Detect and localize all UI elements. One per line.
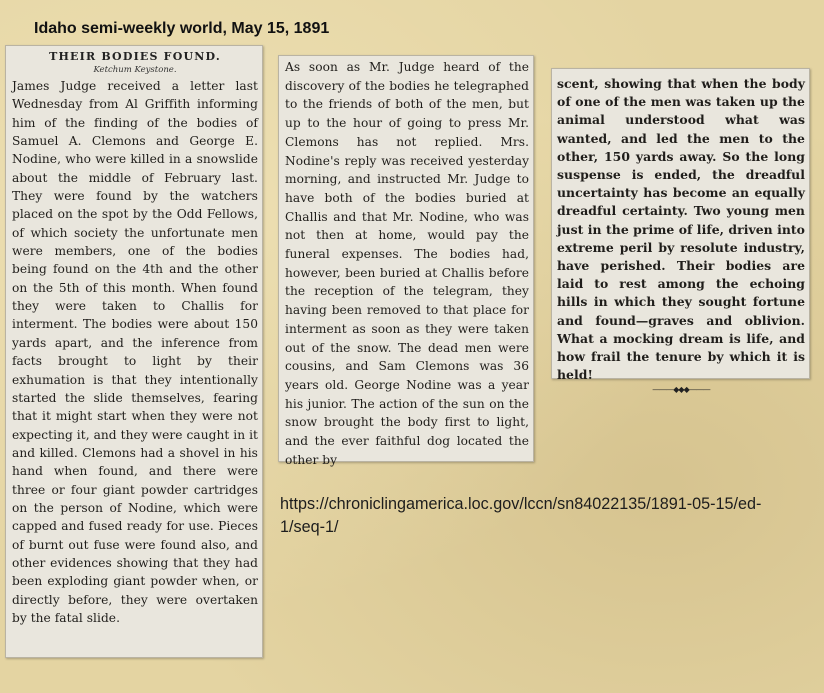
article-headline: THEIR BODIES FOUND. (49, 50, 221, 63)
end-rule-ornament: ———◆◆◆——— (652, 385, 710, 395)
article-clipping-column-1 (5, 45, 263, 658)
article-column-2-text: As soon as Mr. Judge heard of the discovery of the bodies he telegraphed to the friends of both of the men, but up to the hour of going to press Mr. Clemons has not replied. Mrs. Nodine's reply was received yesterday morning, and instructed Mr. Judge to have both of the bodies buried at Challis and that Mr. Nodine, who was not then at home, would pay the funeral expenses. The bodies had, however, been buried at Challis before the reception of the telegram, they having been removed to that place for interment as soon as they were taken out of the snow. The dead men were cousins, and Sam Clemons was 36 years old. George Nodine was a year his junior. The action of the sun on the snow brought the body first to light, and the ever faithful dog located the other by (285, 60, 529, 467)
page-title: Idaho semi-weekly world, May 15, 1891 (34, 20, 330, 37)
source-url-link[interactable]: https://chroniclingamerica.loc.gov/lccn/sn84022135/1891-05-15/ed-1/seq-1/ (280, 495, 762, 536)
article-column-1-text: James Judge received a letter last Wednesday from Al Griffith informing him of the finding of the bodies of Samuel A. Clemons and George E. Nodine, who were killed in a snowslide about the middle of February last. They were found by the watchers placed on the spot by the Odd Fellows, of which society the unfortunate men were members, one of the bodies being found on the 4th and the other on the 5th of this month. When found they were taken to Challis for interment. The bodies were about 150 yards apart, and the inference from facts brought to light by their exhumation is that they intentionally started the slide themselves, fearing that it might start when they were not expecting it, and they were caught in it and killed. Clemons had a shovel in his hand when found, and there were three or four giant powder cartridges on the person of Nodine, which were capped and fused ready for use. Pieces of burnt out fuse were found also, and other evidences showing that they had been exploding giant powder when, or directly before, they were overtaken by the fatal slide. (12, 79, 258, 625)
article-clipping-column-3 (551, 68, 810, 395)
article-column-3-text: scent, showing that when the body of one of the men was taken up the animal understood what was wanted, and led the men to the other, 150 yards away. So the long suspense is ended, the dreadful uncertainty has become an equally dreadful certainty. Two young men just in the prime of life, driven into extreme peril by resolute industry, have perished. Their bodies are laid to rest among the echoing hills in which they sought fortune and found—graves and oblivion. What a mocking dream is life, and how frail the tenure by which it is held! (557, 76, 805, 383)
article-source: Ketchum Keystone. (93, 65, 177, 75)
article-clipping-column-2 (278, 55, 534, 467)
